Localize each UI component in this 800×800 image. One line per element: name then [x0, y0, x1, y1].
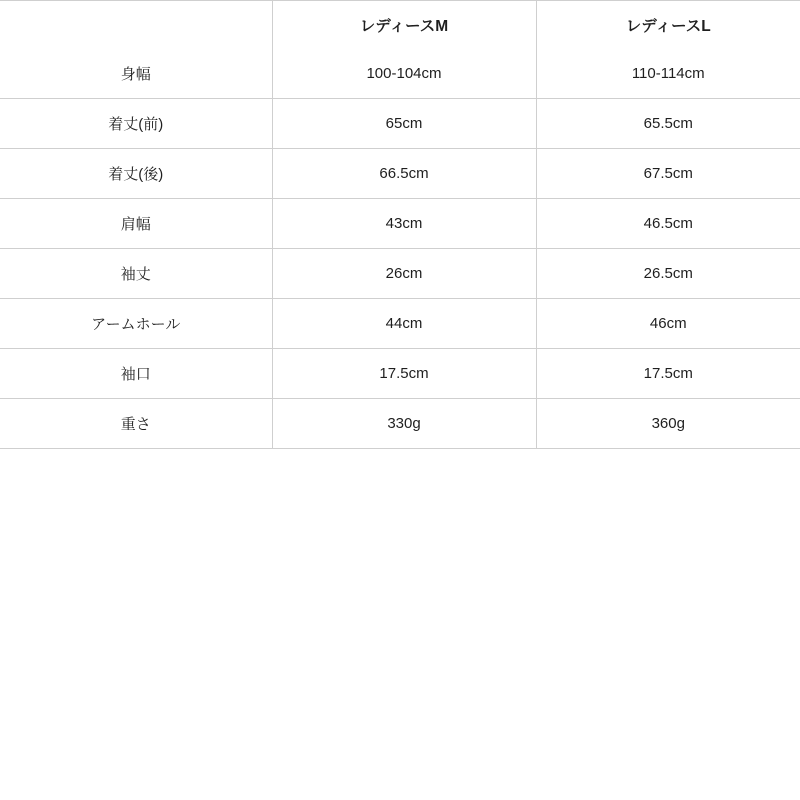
cell-sleeve-length-l: 26.5cm [536, 249, 800, 299]
row-label-sleeve-length: 袖丈 [0, 249, 272, 299]
table-row [0, 99, 800, 149]
table-row [0, 199, 800, 249]
cell-length-back-l: 67.5cm [536, 149, 800, 199]
cell-weight-m: 330g [272, 399, 536, 449]
row-label-body-width: 身幅 [0, 49, 272, 99]
cell-length-back-m: 66.5cm [272, 149, 536, 199]
table-row [0, 399, 800, 449]
cell-armhole-m: 44cm [272, 299, 536, 349]
table-corner-cell [0, 1, 272, 50]
row-label-armhole: アームホール [0, 299, 272, 349]
table-row [0, 249, 800, 299]
table-header-row [0, 1, 800, 50]
cell-armhole-l: 46cm [536, 299, 800, 349]
row-label-length-back: 着丈(後) [0, 149, 272, 199]
cell-shoulder-width-m: 43cm [272, 199, 536, 249]
cell-cuff-m: 17.5cm [272, 349, 536, 399]
table-row [0, 349, 800, 399]
table-header [0, 1, 800, 50]
cell-sleeve-length-m: 26cm [272, 249, 536, 299]
row-label-cuff: 袖口 [0, 349, 272, 399]
cell-cuff-l: 17.5cm [536, 349, 800, 399]
cell-body-width-m: 100-104cm [272, 49, 536, 99]
row-label-length-front: 着丈(前) [0, 99, 272, 149]
table-row [0, 49, 800, 99]
row-label-shoulder-width: 肩幅 [0, 199, 272, 249]
column-header-ladies-l: レディースL [625, 18, 711, 35]
table-row [0, 149, 800, 199]
column-header-ladies-m: レディースM [272, 1, 536, 50]
cell-length-front-l: 65.5cm [536, 99, 800, 149]
row-label-weight: 重さ [0, 399, 272, 449]
table-row [0, 299, 800, 349]
cell-length-front-m: 65cm [272, 99, 536, 149]
cell-shoulder-width-l: 46.5cm [536, 199, 800, 249]
cell-body-width-l: 110-114cm [536, 49, 800, 99]
table-body [0, 49, 800, 449]
cell-weight-l: 360g [651, 415, 685, 432]
